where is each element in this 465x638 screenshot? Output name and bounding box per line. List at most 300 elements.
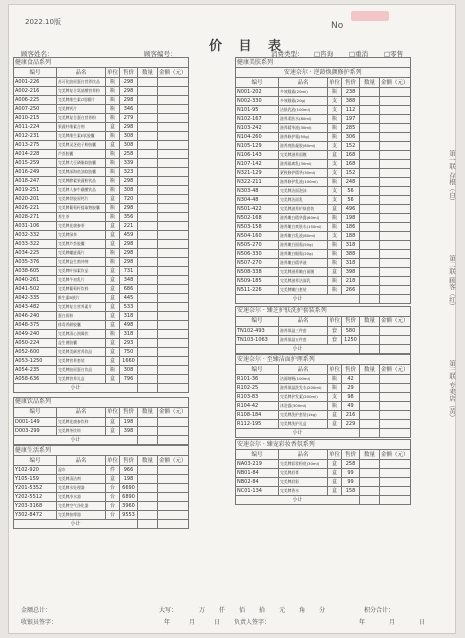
item-amount-field[interactable] bbox=[158, 426, 189, 435]
item-qty-field[interactable] bbox=[138, 186, 158, 195]
item-qty-field[interactable] bbox=[138, 294, 158, 303]
item-name: 完美牌葡萄籽饮料 bbox=[57, 285, 106, 294]
item-code: Y102-920 bbox=[14, 466, 57, 475]
table-row bbox=[236, 250, 411, 259]
item-code: A026-221 bbox=[14, 204, 57, 213]
item-code: A048-375 bbox=[14, 321, 57, 330]
item-amount-field[interactable] bbox=[158, 466, 189, 475]
subtotal-amount-field[interactable] bbox=[158, 435, 189, 444]
item-qty-field[interactable] bbox=[138, 493, 158, 502]
item-price: 496 bbox=[342, 205, 360, 214]
item-amount-field[interactable] bbox=[380, 335, 411, 344]
item-unit: 台 bbox=[106, 493, 120, 502]
item-amount-field[interactable] bbox=[380, 487, 411, 496]
item-amount-field[interactable] bbox=[380, 259, 411, 268]
subtotal-qty-field[interactable] bbox=[138, 520, 158, 529]
item-amount-field[interactable] bbox=[158, 231, 189, 240]
item-name: 完美牌茶饮料 bbox=[57, 426, 106, 435]
item-amount-field[interactable] bbox=[158, 168, 189, 177]
subtotal-label: 小计 bbox=[236, 429, 360, 438]
table-row bbox=[236, 232, 411, 241]
item-amount-field[interactable] bbox=[380, 124, 411, 133]
item-name: 维生素B族片 bbox=[57, 294, 106, 303]
column-header-row bbox=[236, 365, 411, 375]
item-amount-field[interactable] bbox=[158, 132, 189, 141]
item-price: 308 bbox=[120, 141, 138, 150]
item-price: 9553 bbox=[120, 511, 138, 520]
item-qty-field[interactable] bbox=[360, 335, 380, 344]
item-amount-field[interactable] bbox=[380, 106, 411, 115]
item-qty-field[interactable] bbox=[138, 87, 158, 96]
item-qty-field[interactable] bbox=[138, 132, 158, 141]
item-qty-field[interactable] bbox=[360, 375, 380, 384]
item-qty-field[interactable] bbox=[360, 214, 380, 223]
column-header-qty: 数量 bbox=[360, 365, 380, 375]
item-amount-field[interactable] bbox=[380, 187, 411, 196]
item-unit: 瓶 bbox=[106, 366, 120, 375]
item-amount-field[interactable] bbox=[158, 123, 189, 132]
item-amount-field[interactable] bbox=[380, 232, 411, 241]
item-qty-field[interactable] bbox=[360, 160, 380, 169]
item-amount-field[interactable] bbox=[380, 393, 411, 402]
table-row bbox=[14, 132, 189, 141]
item-amount-field[interactable] bbox=[158, 96, 189, 105]
item-amount-field[interactable] bbox=[158, 366, 189, 375]
item-amount-field[interactable] bbox=[158, 294, 189, 303]
item-price: 168 bbox=[342, 160, 360, 169]
item-qty-field[interactable] bbox=[360, 97, 380, 106]
item-price: 266 bbox=[342, 286, 360, 295]
item-qty-field[interactable] bbox=[360, 142, 380, 151]
item-qty-field[interactable] bbox=[138, 312, 158, 321]
item-amount-field[interactable] bbox=[380, 411, 411, 420]
item-amount-field[interactable] bbox=[158, 222, 189, 231]
item-amount-field[interactable] bbox=[380, 169, 411, 178]
item-price: 308 bbox=[120, 132, 138, 141]
item-name: 完美牌护发素(200ml) bbox=[279, 393, 328, 402]
customer-name-label: 顾客姓名： bbox=[21, 50, 54, 58]
item-qty-field[interactable] bbox=[360, 151, 380, 160]
item-qty-field[interactable] bbox=[360, 286, 380, 295]
item-amount-field[interactable] bbox=[380, 375, 411, 384]
item-qty-field[interactable] bbox=[138, 123, 158, 132]
item-qty-field[interactable] bbox=[360, 115, 380, 124]
item-amount-field[interactable] bbox=[158, 204, 189, 213]
item-qty-field[interactable] bbox=[360, 133, 380, 142]
item-qty-field[interactable] bbox=[360, 196, 380, 205]
item-qty-field[interactable] bbox=[138, 330, 158, 339]
subtotal-qty-field[interactable] bbox=[360, 295, 380, 304]
item-amount-field[interactable] bbox=[158, 267, 189, 276]
item-name: 滋养精华液(30ml) bbox=[279, 124, 328, 133]
item-qty-field[interactable] bbox=[360, 88, 380, 97]
table-row bbox=[14, 87, 189, 96]
item-qty-field[interactable] bbox=[138, 348, 158, 357]
item-qty-field[interactable] bbox=[360, 250, 380, 259]
item-unit: 瓶 bbox=[328, 88, 342, 97]
item-amount-field[interactable] bbox=[158, 78, 189, 87]
type-option-retail[interactable]: □零售 bbox=[384, 50, 404, 58]
item-qty-field[interactable] bbox=[360, 178, 380, 187]
item-qty-field[interactable] bbox=[138, 475, 158, 484]
item-amount-field[interactable] bbox=[158, 321, 189, 330]
item-qty-field[interactable] bbox=[138, 240, 158, 249]
item-qty-field[interactable] bbox=[360, 411, 380, 420]
item-amount-field[interactable] bbox=[380, 402, 411, 411]
item-code: A040-261 bbox=[14, 276, 57, 285]
item-unit: 支 bbox=[328, 232, 342, 241]
item-unit: 瓶 bbox=[106, 258, 120, 267]
item-unit: 瓶 bbox=[328, 384, 342, 393]
item-amount-field[interactable] bbox=[158, 114, 189, 123]
item-code: N102-167 bbox=[236, 115, 279, 124]
table-row bbox=[14, 312, 189, 321]
item-qty-field[interactable] bbox=[360, 259, 380, 268]
item-qty-field[interactable] bbox=[138, 141, 158, 150]
item-qty-field[interactable] bbox=[138, 511, 158, 520]
item-qty-field[interactable] bbox=[138, 303, 158, 312]
item-price: 112 bbox=[342, 106, 360, 115]
item-amount-field[interactable] bbox=[380, 250, 411, 259]
item-amount-field[interactable] bbox=[158, 195, 189, 204]
item-amount-field[interactable] bbox=[380, 420, 411, 429]
item-qty-field[interactable] bbox=[360, 277, 380, 286]
column-header-unit: 单位 bbox=[329, 451, 341, 458]
item-qty-field[interactable] bbox=[138, 502, 158, 511]
item-qty-field[interactable] bbox=[360, 393, 380, 402]
table-row bbox=[236, 326, 411, 335]
item-price: 6890 bbox=[120, 493, 138, 502]
table-row bbox=[14, 105, 189, 114]
subtotal-qty-field[interactable] bbox=[138, 384, 158, 393]
item-code: N001-202 bbox=[236, 88, 279, 97]
table-row bbox=[14, 186, 189, 195]
item-qty-field[interactable] bbox=[138, 339, 158, 348]
item-qty-field[interactable] bbox=[360, 232, 380, 241]
item-amount-field[interactable] bbox=[380, 133, 411, 142]
subtotal-row bbox=[236, 344, 411, 353]
table-row bbox=[236, 259, 411, 268]
item-amount-field[interactable] bbox=[158, 417, 189, 426]
item-code: N509-185 bbox=[236, 277, 279, 286]
item-price: 388 bbox=[342, 97, 360, 106]
section-title-row bbox=[14, 58, 189, 68]
subtotal-amount-field[interactable] bbox=[158, 520, 189, 529]
item-qty-field[interactable] bbox=[138, 96, 158, 105]
item-amount-field[interactable] bbox=[380, 196, 411, 205]
item-amount-field[interactable] bbox=[380, 268, 411, 277]
column-header-code: 编号 bbox=[236, 450, 279, 460]
item-code: R101-36 bbox=[236, 375, 279, 384]
item-price: 293 bbox=[120, 339, 138, 348]
subtotal-amount-field[interactable] bbox=[158, 384, 189, 393]
item-code: N507-270 bbox=[236, 259, 279, 268]
item-unit: 盒 bbox=[328, 469, 342, 478]
item-code: A020-201 bbox=[14, 195, 57, 204]
item-unit: 盒 bbox=[106, 240, 120, 249]
item-qty-field[interactable] bbox=[360, 205, 380, 214]
item-code: N504-160 bbox=[236, 232, 279, 241]
item-qty-field[interactable] bbox=[360, 169, 380, 178]
item-amount-field[interactable] bbox=[158, 502, 189, 511]
item-amount-field[interactable] bbox=[380, 97, 411, 106]
item-name: 滋养修护霜(50g) bbox=[279, 133, 328, 142]
item-qty-field[interactable] bbox=[138, 150, 158, 159]
item-code: N002-330 bbox=[236, 97, 279, 106]
subtotal-qty-field[interactable] bbox=[360, 429, 380, 438]
section-title: 健康饮品系列 bbox=[14, 397, 189, 407]
item-qty-field[interactable] bbox=[360, 487, 380, 496]
item-price: 221 bbox=[120, 222, 138, 231]
item-qty-field[interactable] bbox=[138, 357, 158, 366]
item-amount-field[interactable] bbox=[380, 205, 411, 214]
item-amount-field[interactable] bbox=[158, 285, 189, 294]
item-name: 完美牌清心润燥饮 bbox=[57, 330, 106, 339]
item-qty-field[interactable] bbox=[360, 402, 380, 411]
section-title: 安速奈尔 · 臻宠彩妆香氛系列 bbox=[236, 440, 411, 450]
item-qty-field[interactable] bbox=[360, 268, 380, 277]
item-code: D001-149 bbox=[14, 417, 57, 426]
item-qty-field[interactable] bbox=[360, 478, 380, 487]
subtotal-label: 小计 bbox=[14, 435, 138, 444]
item-price: 6690 bbox=[120, 484, 138, 493]
table-row bbox=[236, 151, 411, 160]
item-price: 580 bbox=[342, 326, 360, 335]
item-qty-field[interactable] bbox=[138, 249, 158, 258]
item-qty-field[interactable] bbox=[138, 177, 158, 186]
subtotal-amount-field[interactable] bbox=[380, 429, 411, 438]
item-code: R112-195 bbox=[236, 420, 279, 429]
item-qty-field[interactable] bbox=[138, 168, 158, 177]
column-header-code: 编号 bbox=[14, 68, 57, 78]
item-name: 完美牌洁面泡沫 bbox=[279, 187, 328, 196]
subtotal-row bbox=[236, 429, 411, 438]
item-amount-field[interactable] bbox=[158, 348, 189, 357]
item-price: 306 bbox=[342, 133, 360, 142]
copy2-label: 第二联 顾客（红） bbox=[448, 255, 456, 310]
item-amount-field[interactable] bbox=[158, 240, 189, 249]
item-qty-field[interactable] bbox=[360, 187, 380, 196]
item-qty-field[interactable] bbox=[138, 276, 158, 285]
item-qty-field[interactable] bbox=[360, 460, 380, 469]
item-code: N322-211 bbox=[236, 178, 279, 187]
table-row bbox=[14, 96, 189, 105]
item-amount-field[interactable] bbox=[158, 312, 189, 321]
table-row bbox=[14, 249, 189, 258]
uppercase-unit-5: 角 bbox=[299, 607, 306, 614]
item-amount-field[interactable] bbox=[380, 469, 411, 478]
item-price: 56 bbox=[342, 196, 360, 205]
item-code: N508-338 bbox=[236, 268, 279, 277]
item-code: TN103-1063 bbox=[236, 335, 279, 344]
item-amount-field[interactable] bbox=[380, 326, 411, 335]
item-unit: 瓶 bbox=[328, 124, 342, 133]
item-name: 滋养保湿五件套 bbox=[279, 335, 328, 344]
column-header-row bbox=[236, 316, 411, 326]
item-amount-field[interactable] bbox=[158, 186, 189, 195]
subtotal-amount-field[interactable] bbox=[380, 496, 411, 505]
item-qty-field[interactable] bbox=[360, 223, 380, 232]
item-amount-field[interactable] bbox=[158, 150, 189, 159]
item-qty-field[interactable] bbox=[138, 222, 158, 231]
table-row bbox=[14, 258, 189, 267]
page-title: 价 目 表 bbox=[209, 39, 288, 54]
item-name: 多效眼霜(20ml) bbox=[279, 88, 328, 97]
item-amount-field[interactable] bbox=[380, 151, 411, 160]
item-price: 298 bbox=[120, 96, 138, 105]
item-amount-field[interactable] bbox=[158, 330, 189, 339]
item-code: A031-106 bbox=[14, 222, 57, 231]
item-qty-field[interactable] bbox=[138, 321, 158, 330]
item-price: 279 bbox=[120, 114, 138, 123]
item-name: 完美牌清洁剂 bbox=[57, 475, 106, 484]
item-qty-field[interactable] bbox=[138, 375, 158, 384]
item-price: 298 bbox=[120, 240, 138, 249]
section-title-row bbox=[236, 58, 411, 68]
item-amount-field[interactable] bbox=[158, 357, 189, 366]
item-code: A058-636 bbox=[14, 375, 57, 384]
subtotal-row bbox=[236, 295, 411, 304]
section-title-row bbox=[236, 355, 411, 365]
item-qty-field[interactable] bbox=[138, 105, 158, 114]
item-amount-field[interactable] bbox=[158, 276, 189, 285]
type-option-repurchase[interactable]: □重消 bbox=[349, 50, 369, 58]
item-amount-field[interactable] bbox=[158, 177, 189, 186]
subtotal-amount-field[interactable] bbox=[380, 295, 411, 304]
item-qty-field[interactable] bbox=[138, 195, 158, 204]
item-amount-field[interactable] bbox=[158, 159, 189, 168]
item-amount-field[interactable] bbox=[158, 475, 189, 484]
item-amount-field[interactable] bbox=[380, 286, 411, 295]
item-price: 398 bbox=[120, 426, 138, 435]
column-header-qty: 数量 bbox=[360, 316, 380, 326]
item-qty-field[interactable] bbox=[138, 231, 158, 240]
item-amount-field[interactable] bbox=[380, 460, 411, 469]
subtotal-amount-field[interactable] bbox=[380, 344, 411, 353]
item-qty-field[interactable] bbox=[360, 384, 380, 393]
item-qty-field[interactable] bbox=[138, 417, 158, 426]
item-qty-field[interactable] bbox=[360, 106, 380, 115]
item-code: A054-235 bbox=[14, 366, 57, 375]
item-code: Y201-5352 bbox=[14, 484, 57, 493]
subtotal-label: 小计 bbox=[236, 496, 360, 505]
item-unit: 盒 bbox=[106, 267, 120, 276]
item-price: 198 bbox=[120, 417, 138, 426]
item-amount-field[interactable] bbox=[158, 339, 189, 348]
item-name: 完美牌维生素C咀嚼片 bbox=[57, 96, 106, 105]
item-amount-field[interactable] bbox=[380, 223, 411, 232]
item-name: 完美牌唇彩 bbox=[279, 478, 328, 487]
item-amount-field[interactable] bbox=[380, 115, 411, 124]
item-qty-field[interactable] bbox=[138, 78, 158, 87]
table-row bbox=[14, 195, 189, 204]
item-name: 完美牌空气净化器 bbox=[57, 502, 106, 511]
item-amount-field[interactable] bbox=[158, 213, 189, 222]
item-amount-field[interactable] bbox=[380, 214, 411, 223]
item-code: NA03-219 bbox=[236, 460, 279, 469]
item-unit: 盒 bbox=[106, 312, 120, 321]
table-row bbox=[236, 115, 411, 124]
column-header-amount: 金额（元） bbox=[381, 366, 409, 373]
item-amount-field[interactable] bbox=[158, 484, 189, 493]
table-row bbox=[236, 214, 411, 223]
item-unit: 台 bbox=[106, 502, 120, 511]
item-qty-field[interactable] bbox=[138, 213, 158, 222]
item-amount-field[interactable] bbox=[158, 511, 189, 520]
item-qty-field[interactable] bbox=[138, 204, 158, 213]
item-name: 完美牌灵芝孢子粉胶囊 bbox=[57, 141, 106, 150]
item-name: 养生茶 bbox=[57, 213, 106, 222]
table-row bbox=[14, 267, 189, 276]
item-amount-field[interactable] bbox=[158, 249, 189, 258]
item-qty-field[interactable] bbox=[360, 124, 380, 133]
subtotal-qty-field[interactable] bbox=[360, 344, 380, 353]
item-amount-field[interactable] bbox=[158, 303, 189, 312]
item-amount-field[interactable] bbox=[380, 178, 411, 187]
item-code: TN102-493 bbox=[236, 326, 279, 335]
item-amount-field[interactable] bbox=[158, 141, 189, 150]
item-qty-field[interactable] bbox=[138, 285, 158, 294]
item-unit: 盒 bbox=[328, 460, 342, 469]
item-qty-field[interactable] bbox=[138, 466, 158, 475]
item-qty-field[interactable] bbox=[360, 326, 380, 335]
item-unit: 盒 bbox=[106, 195, 120, 204]
item-amount-field[interactable] bbox=[380, 160, 411, 169]
item-amount-field[interactable] bbox=[158, 105, 189, 114]
item-amount-field[interactable] bbox=[380, 384, 411, 393]
item-qty-field[interactable] bbox=[360, 241, 380, 250]
subtotal-qty-field[interactable] bbox=[138, 435, 158, 444]
item-code: N505-270 bbox=[236, 241, 279, 250]
type-option-consult[interactable]: □咨询 bbox=[314, 50, 334, 58]
table-row bbox=[14, 511, 189, 520]
item-amount-field[interactable] bbox=[158, 258, 189, 267]
item-price: 318 bbox=[342, 259, 360, 268]
column-header-row bbox=[14, 407, 189, 417]
item-qty-field[interactable] bbox=[138, 366, 158, 375]
subtotal-row bbox=[14, 384, 189, 393]
item-qty-field[interactable] bbox=[138, 267, 158, 276]
item-amount-field[interactable] bbox=[158, 375, 189, 384]
item-qty-field[interactable] bbox=[138, 159, 158, 168]
item-price: 1250 bbox=[342, 335, 360, 344]
points-sum-label: 积分合计： bbox=[364, 607, 395, 614]
item-qty-field[interactable] bbox=[138, 114, 158, 123]
item-qty-field[interactable] bbox=[138, 258, 158, 267]
item-amount-field[interactable] bbox=[158, 87, 189, 96]
column-header-amount: 金额（元） bbox=[381, 451, 409, 458]
subtotal-qty-field[interactable] bbox=[360, 496, 380, 505]
item-qty-field[interactable] bbox=[138, 484, 158, 493]
column-header-unit: 单位 bbox=[329, 366, 341, 373]
item-amount-field[interactable] bbox=[380, 478, 411, 487]
item-price: 258 bbox=[342, 460, 360, 469]
item-amount-field[interactable] bbox=[380, 241, 411, 250]
item-amount-field[interactable] bbox=[380, 142, 411, 151]
item-name: 果蔬纤维素合剂 bbox=[57, 123, 106, 132]
item-amount-field[interactable] bbox=[380, 277, 411, 286]
item-unit: 瓶 bbox=[328, 250, 342, 259]
item-amount-field[interactable] bbox=[158, 493, 189, 502]
item-qty-field[interactable] bbox=[360, 420, 380, 429]
item-price: 3960 bbox=[120, 502, 138, 511]
section-title: 健康美肤系列 bbox=[236, 58, 411, 68]
item-qty-field[interactable] bbox=[138, 426, 158, 435]
item-qty-field[interactable] bbox=[360, 469, 380, 478]
cashier-sign-year: 年 bbox=[164, 619, 171, 626]
item-amount-field[interactable] bbox=[380, 88, 411, 97]
table-row bbox=[14, 240, 189, 249]
